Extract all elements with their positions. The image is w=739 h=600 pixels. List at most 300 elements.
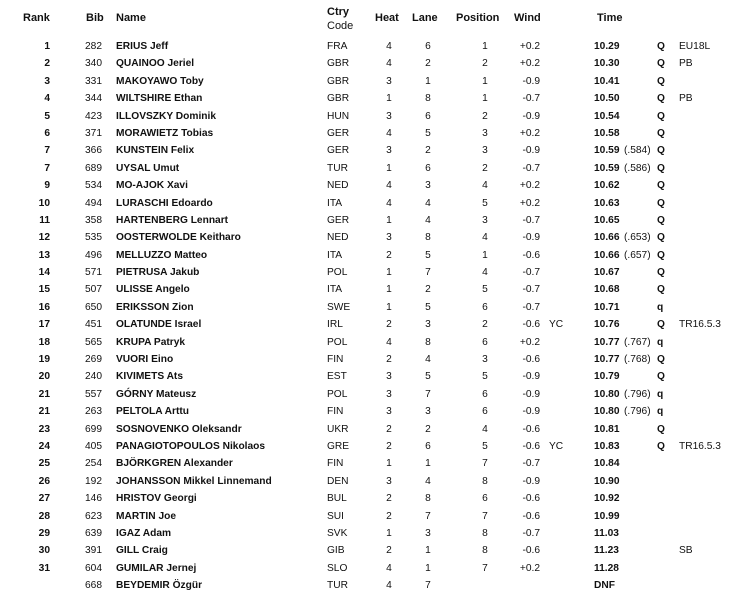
bib-cell: 331 bbox=[85, 75, 102, 87]
heat-cell: 3 bbox=[386, 232, 392, 244]
table-row bbox=[0, 455, 739, 472]
time-cell: 10.62 bbox=[594, 180, 620, 192]
wind-cell: -0.6 bbox=[522, 354, 540, 366]
time-cell: 10.59 bbox=[594, 145, 620, 157]
rank-cell: 14 bbox=[38, 267, 50, 279]
rank-cell: 17 bbox=[38, 319, 50, 331]
table-row bbox=[0, 160, 739, 177]
heat-cell: 1 bbox=[386, 93, 392, 105]
heat-cell: 2 bbox=[386, 545, 392, 557]
country-code: FRA bbox=[327, 41, 348, 52]
heat-cell: 1 bbox=[386, 214, 392, 226]
table-row bbox=[0, 473, 739, 490]
country-code: GRE bbox=[327, 440, 350, 452]
bib-cell: 507 bbox=[85, 284, 102, 296]
athlete-name: ERIUS Jeff bbox=[116, 41, 169, 52]
position-cell: 3 bbox=[482, 354, 488, 366]
bib-cell: 146 bbox=[85, 493, 102, 505]
lane-cell: 8 bbox=[425, 232, 431, 244]
athlete-name: PELTOLA Arttu bbox=[116, 406, 190, 418]
athlete-name: MORAWIETZ Tobias bbox=[116, 127, 214, 139]
time-cell: 10.63 bbox=[594, 197, 620, 209]
time-cell: 10.92 bbox=[594, 493, 620, 505]
time-cell: 10.80 bbox=[594, 406, 620, 418]
rank-cell: 1 bbox=[44, 41, 50, 52]
lane-cell: 4 bbox=[425, 197, 431, 209]
country-code: HUN bbox=[327, 110, 350, 122]
heat-cell: 4 bbox=[386, 197, 392, 209]
header-heat: Heat bbox=[375, 12, 399, 24]
athlete-name: SOSNOVENKO Oleksandr bbox=[116, 423, 242, 435]
heat-cell: 2 bbox=[386, 440, 392, 452]
qualification-mark: Q bbox=[657, 41, 665, 52]
position-cell: 5 bbox=[482, 440, 488, 452]
athlete-name: VUORI Eino bbox=[116, 354, 174, 366]
lane-cell: 5 bbox=[425, 371, 431, 383]
lane-cell: 2 bbox=[425, 284, 431, 296]
position-cell: 6 bbox=[482, 388, 488, 400]
header-ctry-code: Code bbox=[327, 20, 354, 32]
country-code: SVK bbox=[327, 527, 348, 539]
qualification-mark: Q bbox=[657, 93, 665, 105]
country-code: ITA bbox=[327, 284, 343, 296]
wind-cell: -0.6 bbox=[522, 493, 540, 505]
athlete-name: GÓRNY Mateusz bbox=[116, 388, 197, 400]
time-cell: 10.41 bbox=[594, 75, 620, 87]
country-code: BUL bbox=[327, 493, 347, 505]
rank-cell: 10 bbox=[38, 197, 50, 209]
qualification-mark: Q bbox=[657, 75, 665, 87]
time-cell: 11.03 bbox=[594, 527, 619, 539]
tiebreak-cell: (.584) bbox=[624, 145, 651, 157]
lane-cell: 3 bbox=[425, 319, 431, 331]
tiebreak-cell: (.767) bbox=[624, 336, 651, 348]
bib-cell: 391 bbox=[85, 545, 102, 557]
time-cell: 10.66 bbox=[594, 249, 620, 261]
heat-cell: 1 bbox=[386, 284, 392, 296]
country-code: GBR bbox=[327, 75, 350, 87]
country-code: FIN bbox=[327, 458, 344, 470]
wind-cell: -0.9 bbox=[522, 406, 540, 418]
lane-cell: 3 bbox=[425, 527, 431, 539]
time-cell: 10.58 bbox=[594, 127, 620, 139]
wind-note: YC bbox=[549, 440, 564, 452]
record-note: TR16.5.3 bbox=[679, 440, 721, 452]
qualification-mark: Q bbox=[657, 423, 665, 435]
country-code: EST bbox=[327, 371, 347, 383]
lane-cell: 4 bbox=[425, 214, 431, 226]
heat-cell: 2 bbox=[386, 423, 392, 435]
record-note: SB bbox=[679, 545, 693, 557]
bib-cell: 571 bbox=[85, 267, 102, 279]
bib-cell: 340 bbox=[85, 58, 102, 70]
bib-cell: 604 bbox=[85, 562, 102, 574]
athlete-name: IGAZ Adam bbox=[116, 527, 172, 539]
rank-cell: 30 bbox=[38, 545, 50, 557]
lane-cell: 8 bbox=[425, 493, 431, 505]
country-code: FIN bbox=[327, 354, 344, 366]
athlete-name: MAKOYAWO Toby bbox=[116, 75, 204, 87]
bib-cell: 639 bbox=[85, 527, 102, 539]
position-cell: 6 bbox=[482, 493, 488, 505]
table-row bbox=[0, 195, 739, 212]
position-cell: 3 bbox=[482, 214, 488, 226]
position-cell: 8 bbox=[482, 527, 488, 539]
table-row bbox=[0, 108, 739, 125]
wind-cell: -0.7 bbox=[522, 527, 540, 539]
time-cell: 10.77 bbox=[594, 354, 620, 366]
results-table-body bbox=[0, 38, 739, 595]
lane-cell: 1 bbox=[425, 75, 431, 87]
time-cell: 10.84 bbox=[594, 458, 620, 470]
heat-cell: 3 bbox=[386, 388, 392, 400]
position-cell: 2 bbox=[482, 162, 488, 174]
wind-cell: -0.9 bbox=[522, 371, 540, 383]
position-cell: 4 bbox=[482, 423, 488, 435]
position-cell: 3 bbox=[482, 127, 488, 139]
wind-cell: -0.7 bbox=[522, 458, 540, 470]
time-cell: 10.76 bbox=[594, 319, 620, 331]
rank-cell: 4 bbox=[44, 93, 50, 105]
rank-cell: 7 bbox=[44, 162, 50, 174]
rank-cell: 7 bbox=[44, 145, 50, 157]
athlete-name: GILL Craig bbox=[116, 545, 168, 557]
bib-cell: 423 bbox=[85, 110, 102, 122]
table-row bbox=[0, 542, 739, 559]
athlete-name: OLATUNDE Israel bbox=[116, 319, 202, 331]
athlete-name: WILTSHIRE Ethan bbox=[116, 93, 203, 105]
time-cell: 10.59 bbox=[594, 162, 620, 174]
country-code: SLO bbox=[327, 562, 348, 574]
tiebreak-cell: (.796) bbox=[624, 388, 651, 400]
lane-cell: 4 bbox=[425, 475, 431, 487]
country-code: SUI bbox=[327, 510, 344, 522]
heat-cell: 2 bbox=[386, 493, 392, 505]
wind-cell: +0.2 bbox=[519, 41, 540, 52]
heat-cell: 3 bbox=[386, 110, 392, 122]
rank-cell: 6 bbox=[44, 127, 50, 139]
rank-cell: 9 bbox=[44, 180, 50, 192]
time-cell: 10.99 bbox=[594, 510, 620, 522]
qualification-mark: Q bbox=[657, 354, 665, 366]
athlete-name: LURASCHI Edoardo bbox=[116, 197, 213, 209]
athlete-name: OOSTERWOLDE Keitharo bbox=[116, 232, 241, 244]
table-header bbox=[0, 0, 739, 38]
lane-cell: 6 bbox=[425, 41, 431, 52]
table-row bbox=[0, 368, 739, 385]
time-cell: 11.28 bbox=[594, 562, 619, 574]
athlete-name: KUNSTEIN Felix bbox=[116, 145, 195, 157]
rank-cell: 19 bbox=[38, 354, 50, 366]
bib-cell: 240 bbox=[85, 371, 102, 383]
athlete-name: ULISSE Angelo bbox=[116, 284, 190, 296]
table-row bbox=[0, 508, 739, 525]
lane-cell: 2 bbox=[425, 423, 431, 435]
athlete-name: HARTENBERG Lennart bbox=[116, 214, 229, 226]
time-cell: 10.66 bbox=[594, 232, 620, 244]
bib-cell: 557 bbox=[85, 388, 102, 400]
country-code: NED bbox=[327, 180, 349, 192]
qualification-mark: Q bbox=[657, 110, 665, 122]
bib-cell: 371 bbox=[85, 127, 102, 139]
bib-cell: 254 bbox=[85, 458, 102, 470]
qualification-mark: Q bbox=[657, 214, 665, 226]
table-row bbox=[0, 299, 739, 316]
record-note: PB bbox=[679, 93, 693, 105]
wind-cell: -0.9 bbox=[522, 388, 540, 400]
heat-cell: 3 bbox=[386, 371, 392, 383]
lane-cell: 5 bbox=[425, 127, 431, 139]
qualification-mark: Q bbox=[657, 284, 665, 296]
time-cell: 10.83 bbox=[594, 440, 620, 452]
athlete-name: JOHANSSON Mikkel Linnemand bbox=[116, 475, 272, 487]
rank-cell: 12 bbox=[38, 232, 50, 244]
table-row bbox=[0, 490, 739, 507]
rank-cell: 28 bbox=[38, 510, 50, 522]
table-row bbox=[0, 125, 739, 142]
table-row bbox=[0, 281, 739, 298]
lane-cell: 5 bbox=[425, 249, 431, 261]
table-row bbox=[0, 90, 739, 107]
bib-cell: 699 bbox=[85, 423, 102, 435]
rank-cell: 23 bbox=[38, 423, 50, 435]
header-name: Name bbox=[116, 12, 146, 24]
heat-cell: 2 bbox=[386, 249, 392, 261]
wind-cell: -0.9 bbox=[522, 75, 540, 87]
header-rank: Rank bbox=[23, 12, 50, 24]
position-cell: 4 bbox=[482, 180, 488, 192]
lane-cell: 7 bbox=[425, 580, 431, 592]
rank-cell: 20 bbox=[38, 371, 50, 383]
time-cell: 10.80 bbox=[594, 388, 620, 400]
rank-cell: 24 bbox=[38, 440, 50, 452]
lane-cell: 7 bbox=[425, 388, 431, 400]
rank-cell: 29 bbox=[38, 527, 50, 539]
lane-cell: 6 bbox=[425, 440, 431, 452]
header-time: Time bbox=[597, 12, 623, 24]
table-row bbox=[0, 247, 739, 264]
rank-cell: 2 bbox=[44, 58, 50, 70]
position-cell: 4 bbox=[482, 267, 488, 279]
qualification-mark: Q bbox=[657, 440, 665, 452]
wind-cell: -0.6 bbox=[522, 423, 540, 435]
country-code: TUR bbox=[327, 162, 348, 174]
country-code: GIB bbox=[327, 545, 345, 557]
wind-cell: +0.2 bbox=[519, 336, 540, 348]
table-row bbox=[0, 264, 739, 281]
wind-note: YC bbox=[549, 319, 564, 331]
athlete-name: KRUPA Patryk bbox=[116, 336, 186, 348]
wind-cell: -0.9 bbox=[522, 232, 540, 244]
qualification-mark: Q bbox=[657, 319, 665, 331]
rank-cell: 18 bbox=[38, 336, 50, 348]
lane-cell: 1 bbox=[425, 545, 431, 557]
time-cell: 10.29 bbox=[594, 41, 620, 52]
athlete-name: PIETRUSA Jakub bbox=[116, 267, 200, 279]
heat-cell: 4 bbox=[386, 58, 392, 70]
table-row bbox=[0, 334, 739, 351]
position-cell: 1 bbox=[482, 93, 488, 105]
bib-cell: 269 bbox=[85, 354, 102, 366]
table-row bbox=[0, 421, 739, 438]
tiebreak-cell: (.796) bbox=[624, 406, 651, 418]
wind-cell: -0.7 bbox=[522, 214, 540, 226]
table-row bbox=[0, 560, 739, 577]
wind-cell: -0.7 bbox=[522, 267, 540, 279]
lane-cell: 2 bbox=[425, 145, 431, 157]
position-cell: 7 bbox=[482, 510, 488, 522]
rank-cell: 21 bbox=[38, 388, 50, 400]
lane-cell: 7 bbox=[425, 267, 431, 279]
position-cell: 6 bbox=[482, 336, 488, 348]
bib-cell: 344 bbox=[85, 93, 102, 105]
country-code: IRL bbox=[327, 319, 343, 331]
bib-cell: 496 bbox=[85, 249, 102, 261]
heat-cell: 4 bbox=[386, 41, 392, 52]
lane-cell: 2 bbox=[425, 58, 431, 70]
time-cell: 10.65 bbox=[594, 214, 620, 226]
table-row bbox=[0, 438, 739, 455]
bib-cell: 535 bbox=[85, 232, 102, 244]
tiebreak-cell: (.653) bbox=[624, 232, 651, 244]
bib-cell: 366 bbox=[85, 145, 102, 157]
table-row bbox=[0, 177, 739, 194]
record-note: EU18L bbox=[679, 41, 711, 52]
country-code: UKR bbox=[327, 423, 349, 435]
athlete-name: MO-AJOK Xavi bbox=[116, 180, 188, 192]
qualification-mark: Q bbox=[657, 180, 665, 192]
qualification-mark: Q bbox=[657, 162, 665, 174]
wind-cell: +0.2 bbox=[519, 197, 540, 209]
rank-cell: 5 bbox=[44, 110, 50, 122]
position-cell: 8 bbox=[482, 545, 488, 557]
lane-cell: 5 bbox=[425, 301, 431, 313]
position-cell: 8 bbox=[482, 475, 488, 487]
bib-cell: 405 bbox=[85, 440, 102, 452]
wind-cell: -0.9 bbox=[522, 145, 540, 157]
lane-cell: 1 bbox=[425, 562, 431, 574]
position-cell: 2 bbox=[482, 319, 488, 331]
bib-cell: 451 bbox=[85, 319, 102, 331]
athlete-name: MELLUZZO Matteo bbox=[116, 249, 208, 261]
athlete-name: GUMILAR Jernej bbox=[116, 562, 197, 574]
wind-cell: -0.7 bbox=[522, 93, 540, 105]
heat-cell: 3 bbox=[386, 145, 392, 157]
position-cell: 6 bbox=[482, 301, 488, 313]
bib-cell: 623 bbox=[85, 510, 102, 522]
qualification-mark: q bbox=[657, 301, 664, 313]
position-cell: 5 bbox=[482, 284, 488, 296]
rank-cell: 31 bbox=[38, 562, 50, 574]
qualification-mark: q bbox=[657, 406, 664, 418]
country-code: DEN bbox=[327, 475, 349, 487]
athlete-name: QUAINOO Jeriel bbox=[116, 58, 195, 70]
time-cell: 10.54 bbox=[594, 110, 620, 122]
tiebreak-cell: (.768) bbox=[624, 354, 651, 366]
bib-cell: 358 bbox=[85, 214, 102, 226]
wind-cell: +0.2 bbox=[519, 127, 540, 139]
heat-cell: 3 bbox=[386, 406, 392, 418]
record-note: TR16.5.3 bbox=[679, 319, 721, 331]
rank-cell: 21 bbox=[38, 406, 50, 418]
bib-cell: 263 bbox=[85, 406, 102, 418]
rank-cell: 26 bbox=[38, 475, 50, 487]
record-note: PB bbox=[679, 58, 693, 70]
table-row bbox=[0, 73, 739, 90]
time-cell: 10.77 bbox=[594, 336, 620, 348]
country-code: ITA bbox=[327, 249, 343, 261]
lane-cell: 8 bbox=[425, 93, 431, 105]
bib-cell: 192 bbox=[85, 475, 102, 487]
position-cell: 2 bbox=[482, 110, 488, 122]
wind-cell: +0.2 bbox=[519, 562, 540, 574]
qualification-mark: Q bbox=[657, 197, 665, 209]
time-cell: 10.79 bbox=[594, 371, 620, 383]
country-code: POL bbox=[327, 388, 348, 400]
rank-cell: 25 bbox=[38, 458, 50, 470]
country-code: GBR bbox=[327, 93, 350, 105]
athlete-name: ILLOVSZKY Dominik bbox=[116, 110, 216, 122]
lane-cell: 7 bbox=[425, 510, 431, 522]
table-row bbox=[0, 38, 739, 55]
heat-cell: 3 bbox=[386, 475, 392, 487]
country-code: TUR bbox=[327, 580, 348, 592]
lane-cell: 6 bbox=[425, 110, 431, 122]
heat-cell: 4 bbox=[386, 127, 392, 139]
bib-cell: 282 bbox=[85, 41, 102, 52]
time-cell: 10.50 bbox=[594, 93, 620, 105]
qualification-mark: Q bbox=[657, 232, 665, 244]
heat-cell: 1 bbox=[386, 162, 392, 174]
time-cell: 11.23 bbox=[594, 545, 619, 557]
position-cell: 4 bbox=[482, 232, 488, 244]
heat-cell: 2 bbox=[386, 319, 392, 331]
wind-cell: -0.7 bbox=[522, 301, 540, 313]
table-row bbox=[0, 351, 739, 368]
heat-cell: 4 bbox=[386, 180, 392, 192]
athlete-name: ERIKSSON Zion bbox=[116, 301, 194, 313]
table-row bbox=[0, 142, 739, 159]
heat-cell: 4 bbox=[386, 562, 392, 574]
heat-cell: 2 bbox=[386, 354, 392, 366]
bib-cell: 668 bbox=[85, 580, 102, 592]
country-code: POL bbox=[327, 267, 348, 279]
position-cell: 3 bbox=[482, 145, 488, 157]
position-cell: 7 bbox=[482, 458, 488, 470]
wind-cell: -0.7 bbox=[522, 162, 540, 174]
country-code: ITA bbox=[327, 197, 343, 209]
qualification-mark: Q bbox=[657, 145, 665, 157]
qualification-mark: Q bbox=[657, 127, 665, 139]
position-cell: 5 bbox=[482, 197, 488, 209]
time-cell: 10.81 bbox=[594, 423, 620, 435]
wind-cell: -0.6 bbox=[522, 440, 540, 452]
rank-cell: 13 bbox=[38, 249, 50, 261]
position-cell: 1 bbox=[482, 75, 488, 87]
wind-cell: +0.2 bbox=[519, 180, 540, 192]
wind-cell: -0.7 bbox=[522, 284, 540, 296]
lane-cell: 1 bbox=[425, 458, 431, 470]
wind-cell: -0.6 bbox=[522, 545, 540, 557]
heat-cell: 4 bbox=[386, 580, 392, 592]
heat-cell: 1 bbox=[386, 301, 392, 313]
table-row bbox=[0, 403, 739, 420]
time-cell: 10.71 bbox=[594, 301, 620, 313]
lane-cell: 6 bbox=[425, 162, 431, 174]
table-row bbox=[0, 316, 739, 333]
heat-cell: 1 bbox=[386, 458, 392, 470]
rank-cell: 3 bbox=[44, 75, 50, 87]
